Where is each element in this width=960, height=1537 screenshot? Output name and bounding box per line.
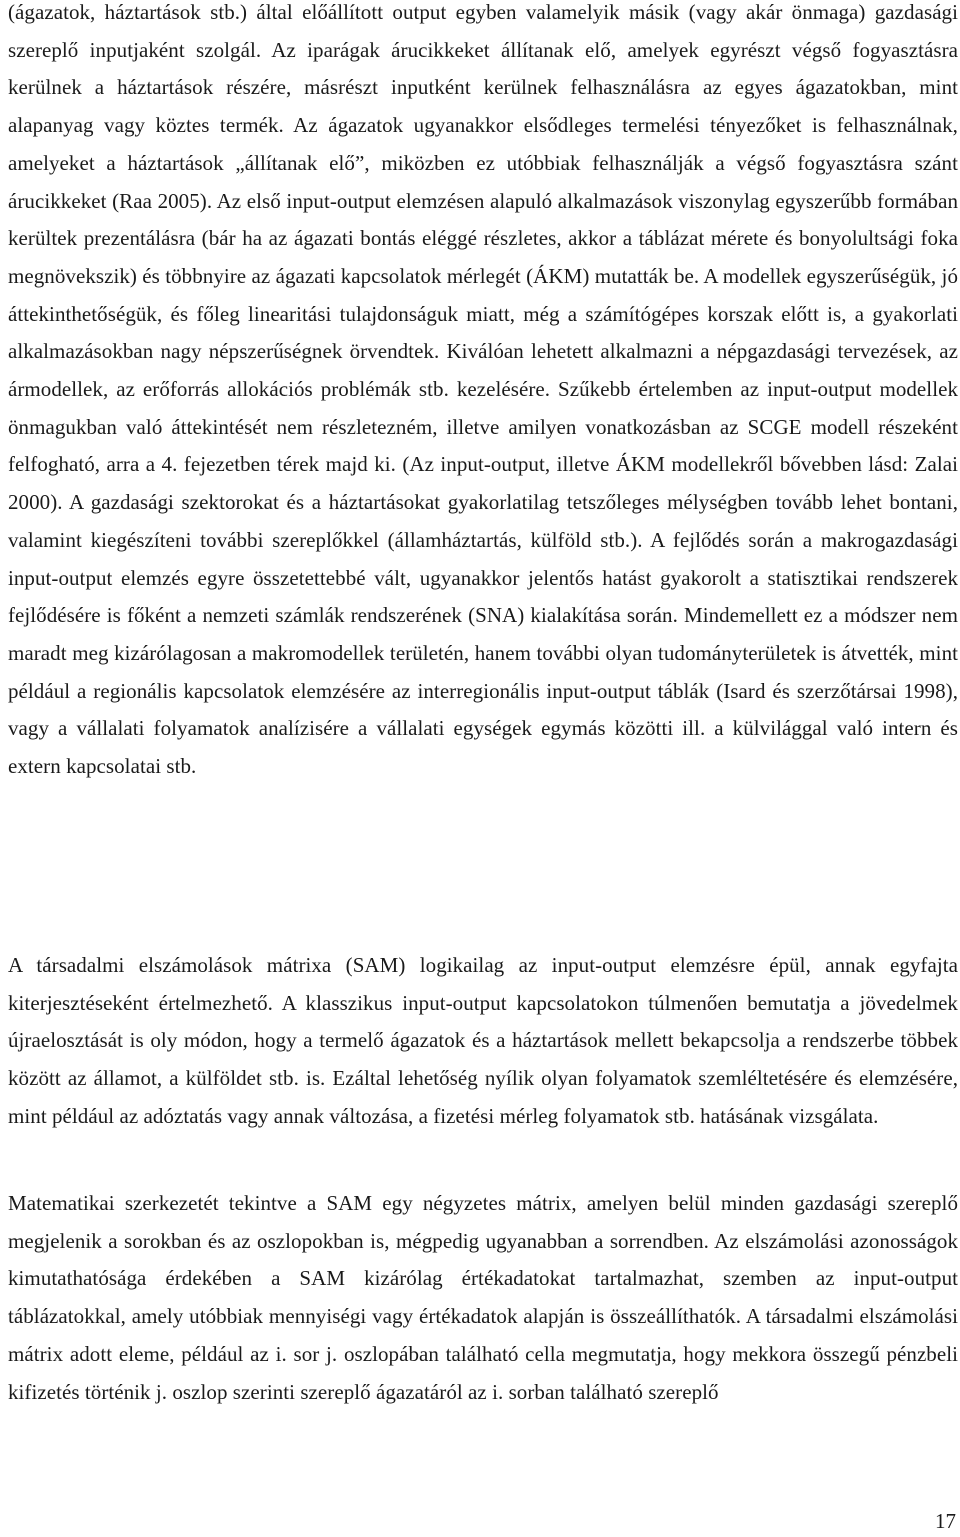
body-paragraph: (ágazatok, háztartások stb.) által előállított output egyben valamelyik másik (vagy akár önmaga) gazdasági szereplő inputjaként szolgál. Az iparágak árucikkeket állítanak elő, amelyek egyrészt végső fogyasztásra kerülnek a háztartások részére, másrészt inputként kerülnek felhasználásra az egyes ágazatokban, mint alapanyag vagy köztes termék. Az ágazatok ugyanakkor elsődleges termelési tényezőket is felhasználnak, amelyeket a háztartások „állítanak elő”, miközben ez utóbbiak felhasználják a végső fogyasztásra szánt árucikkeket (Raa 2005). Az első input-output elemzésen alapuló alkalmazások viszonylag egyszerűbb formában kerültek prezentálásra (bár ha az ágazati bontás eléggé részletes, akkor a táblázat mérete és bonyolultsági foka megnövekszik) és többnyire az ágazati kapcsolatok mérlegét (ÁKM) mutatták be. A modellek egyszerűségük, jó áttekinthetőségük, és főleg linearitási tulajdonságuk miatt, még a számítógépes korszak előtt is, a gyakorlati alkalmazásokban nagy népszerűségnek örvendtek. Kiválóan lehetett alkalmazni a népgazdasági tervezések, az ármodellek, az erőforrás allokációs problémák stb. kezelésére. Szűkebb értelemben az input-output modellek önmagukban való áttekintését nem részletezném, illetve amilyen vonatkozásban az SCGE modell részeként felfogható, arra a 4. fejezetben térek majd ki. (Az input-output, illetve ÁKM modellekről bővebben lásd: Zalai 2000). A gazdasági szektorokat és a háztartásokat gyakorlatilag tetszőleges mélységben tovább lehet bontani, valamint kiegészíteni további szereplőkkel (államháztartás, külföld stb.). A fejlődés során a makrogazdasági input-output elemzés egyre összetettebbé vált, ugyanakkor jelentős hatást gyakorolt a statisztikai rendszerek fejlődésére is főként a nemzeti számlák rendszerének (SNA) kialakítása során. Mindemellett ez a módszer nem maradt meg kizárólagosan a makromodellek területén, hanem további olyan tudományterületek is átvették, mint például a regionális kapcsolatok elemzésére az interregionális input-output táblák (Isard és szerzőtársai 1998), vagy a vállalati folyamatok analízisére a vállalati egységek egymás közötti ill. a külvilággal való intern és extern kapcsolatai stb. <box>8 0 958 779</box>
body-paragraph: A társadalmi elszámolások mátrixa (SAM) logikailag az input-output elemzésre épül, annak egyfajta kiterjesztéseként értelmezhető. A klasszikus input-output kapcsolatokon túlmenően bemutatja a jövedelmek újraelosztását is oly módon, hogy a termelő ágazatok és a háztartások mellett bekapcsolja a rendszerbe többek között az államot, a külföldet stb. is. Ezáltal lehetőség nyílik olyan folyamatok szemléltetésére és elemzésére, mint például az adóztatás vagy annak változása, a fizetési mérleg folyamatok stb. hatásának vizsgálata. <box>8 953 958 1128</box>
page-number: 17 <box>935 1509 956 1533</box>
body-paragraph: Matematikai szerkezetét tekintve a SAM egy négyzetes mátrix, amelyen belül minden gazdasági szereplő megjelenik a sorokban és az oszlopokban is, mégpedig ugyanabban a sorrendben. Az elszámolási azonosságok kimutathatósága érdekében a SAM kizárólag értékadatokat tartalmazhat, szemben az input-output táblázatokkal, amely utóbbiak mennyiségi vagy értékadatok alapján is összeállíthatók. A társadalmi elszámolási mátrix adott eleme, például az i. sor j. oszlopában található cella megmutatja, hogy mekkora összegű pénzbeli kifizetés történik j. oszlop szerinti szereplő ágazatáról az i. sorban található szereplő <box>8 1191 958 1404</box>
